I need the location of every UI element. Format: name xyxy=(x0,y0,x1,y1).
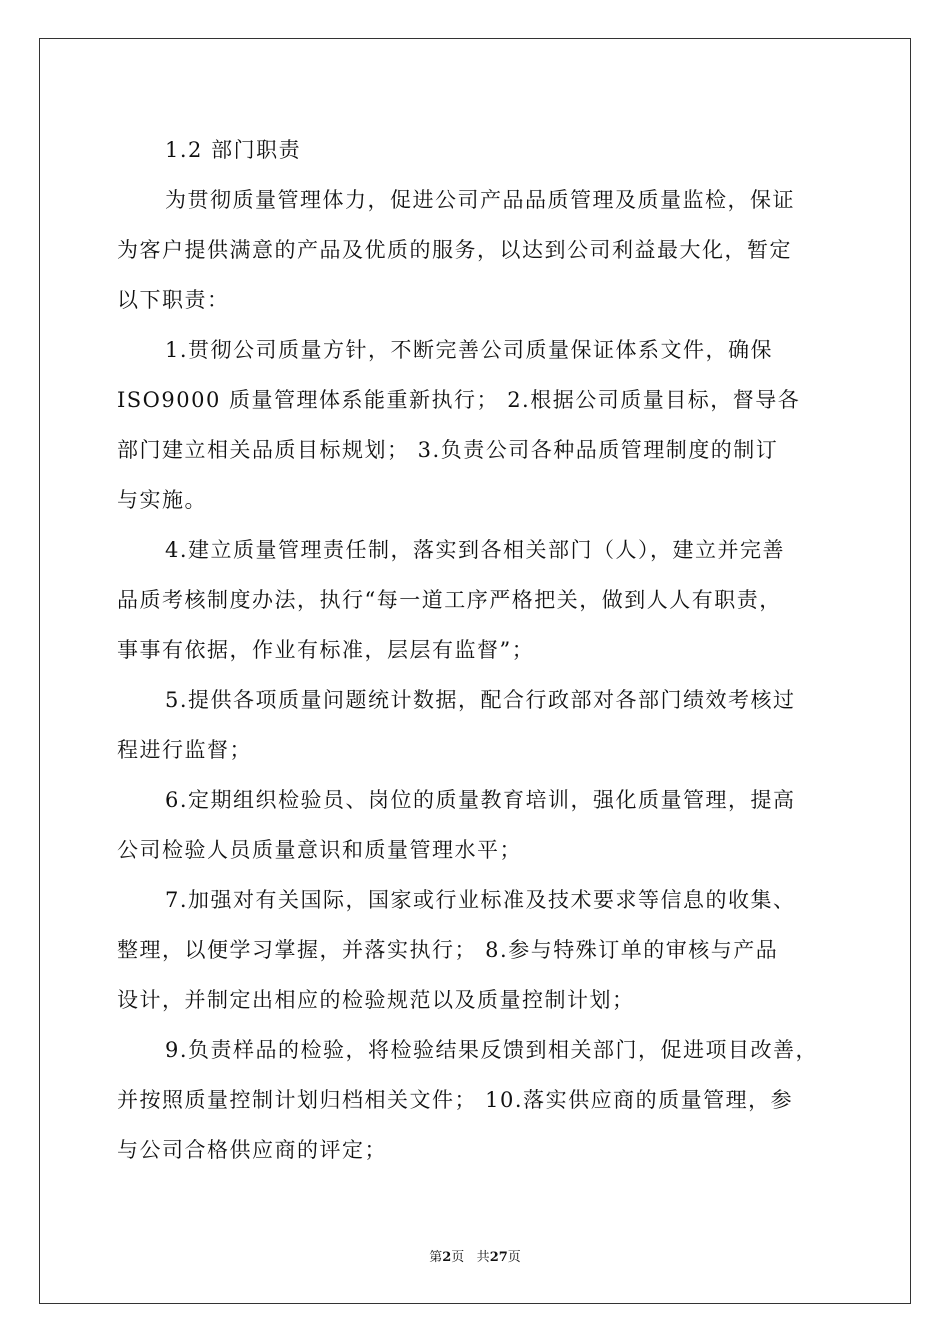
footer-total-pages: 27 xyxy=(489,1250,508,1265)
paragraph-line: 程进行监督； xyxy=(117,738,252,762)
paragraph-line: 7.加强对有关国际，国家或行业标准及技术要求等信息的收集、 xyxy=(165,888,796,912)
footer-page-number: 2 xyxy=(442,1250,452,1265)
footer-total-suffix: 页 xyxy=(507,1250,521,1265)
paragraph-line: 9.负责样品的检验，将检验结果反馈到相关部门，促进项目改善， xyxy=(165,1038,819,1062)
paragraph-line: 5.提供各项质量问题统计数据，配合行政部对各部门绩效考核过 xyxy=(165,688,796,712)
paragraph-line: 1.贯彻公司质量方针，不断完善公司质量保证体系文件，确保 xyxy=(165,338,774,362)
page-footer xyxy=(0,1246,950,1265)
section-heading: 1.2 部门职责 xyxy=(165,138,302,162)
paragraph-line: 并按照质量控制计划归档相关文件； 10.落实供应商的质量管理，参 xyxy=(117,1088,794,1112)
paragraph-line: 整理，以便学习掌握，并落实执行； 8.参与特殊订单的审核与产品 xyxy=(117,938,779,962)
paragraph-line: 为贯彻质量管理体力，促进公司产品品质管理及质量监检，保证 xyxy=(165,188,795,212)
footer-prefix: 第 xyxy=(429,1250,443,1265)
paragraph-line: 部门建立相关品质目标规划； 3.负责公司各种品质管理制度的制订 xyxy=(117,438,779,462)
paragraph-line: 与实施。 xyxy=(117,488,207,512)
paragraph-line: ISO9000 质量管理体系能重新执行； 2.根据公司质量目标，督导各 xyxy=(117,388,801,412)
paragraph-line: 品质考核制度办法，执行“每一道工序严格把关，做到人人有职责， xyxy=(117,588,782,612)
paragraph-line: 6.定期组织检验员、岗位的质量教育培训，强化质量管理，提高 xyxy=(165,788,796,812)
paragraph-line: 为客户提供满意的产品及优质的服务，以达到公司利益最大化，暂定 xyxy=(117,238,792,262)
paragraph-line: 设计，并制定出相应的检验规范以及质量控制计划； xyxy=(117,988,635,1012)
paragraph-line: 事事有依据，作业有标准，层层有监督”； xyxy=(117,638,535,662)
footer-total-prefix: 共 xyxy=(476,1250,490,1265)
paragraph-line: 4.建立质量管理责任制，落实到各相关部门（人），建立并完善 xyxy=(165,538,786,562)
paragraph-line: 以下职责： xyxy=(117,288,230,312)
paragraph-line: 公司检验人员质量意识和质量管理水平； xyxy=(117,838,522,862)
footer-page-suffix: 页 xyxy=(451,1250,465,1265)
paragraph-line: 与公司合格供应商的评定； xyxy=(117,1138,387,1162)
